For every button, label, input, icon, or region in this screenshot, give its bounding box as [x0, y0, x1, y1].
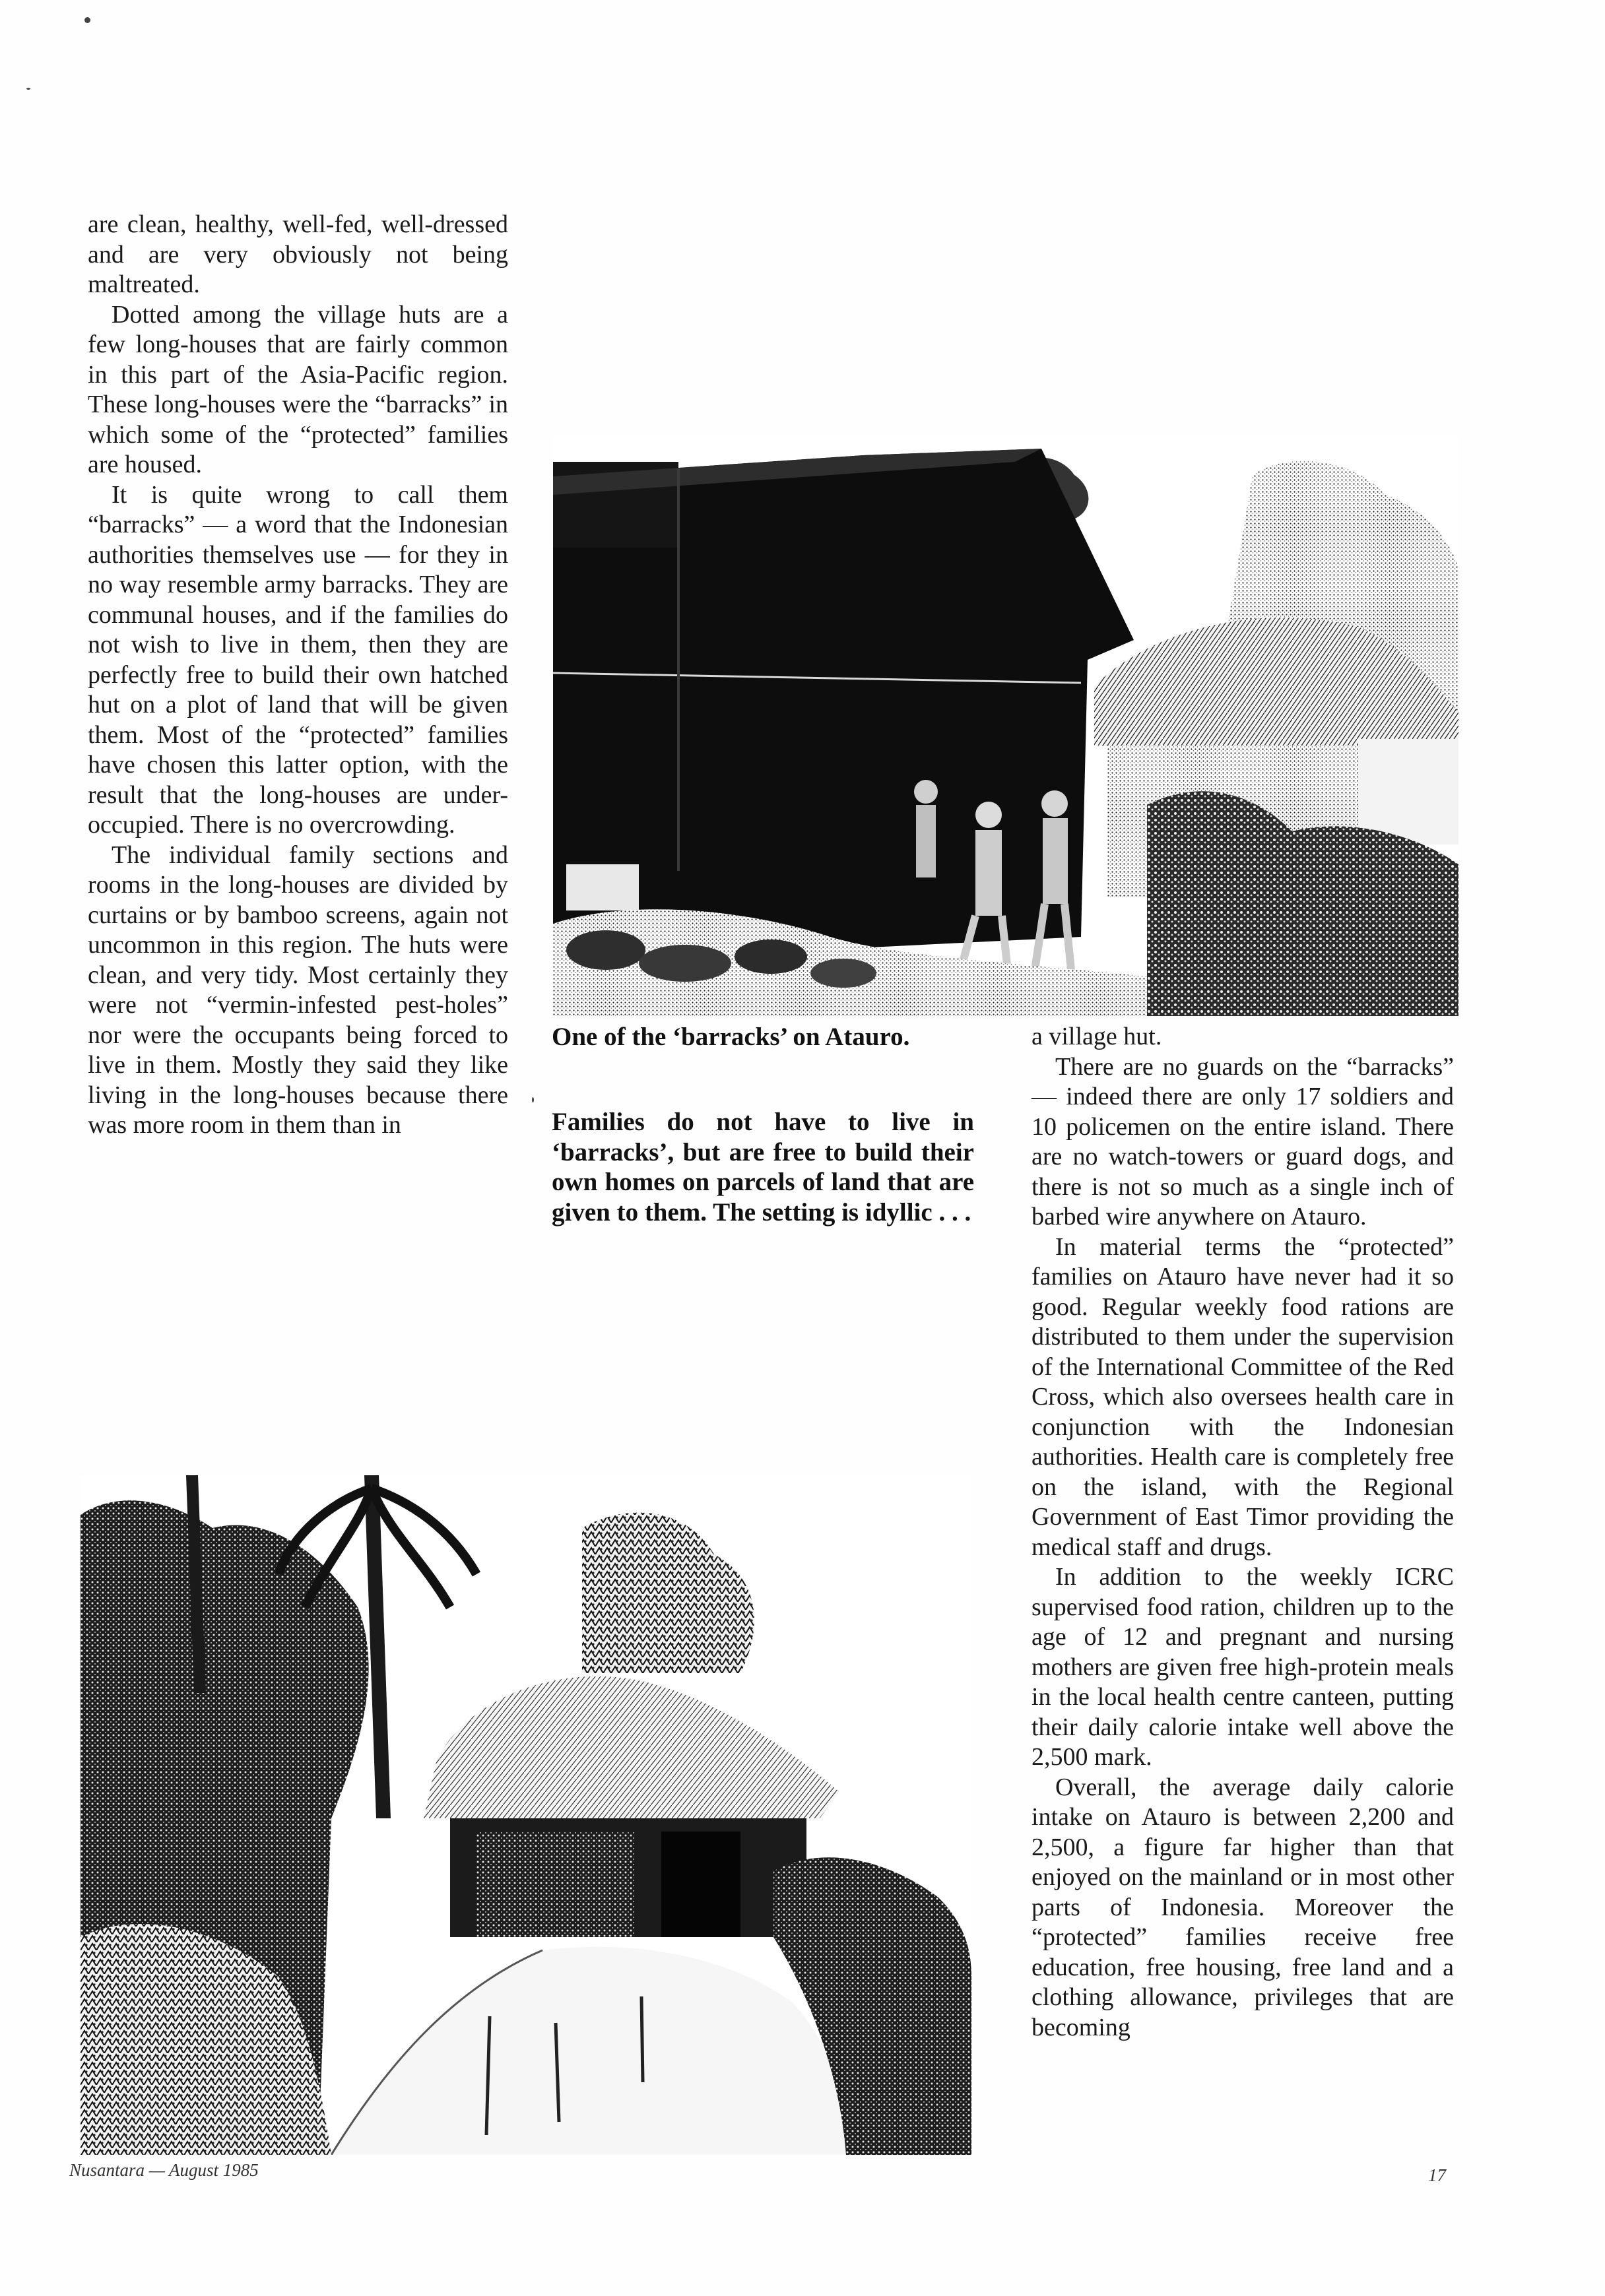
paragraph: a village hut.	[1032, 1023, 1162, 1050]
photo-caption: One of the ‘barracks’ on Atauro.	[552, 1023, 910, 1051]
paragraph: There are no guards on the “barracks” — indeed there are only 17 soldiers and 10 policemen on the entire island. There are no watch-towers or guard dogs, and there is not so much as a single inch of barbed wire anywhere on Atauro.	[1032, 1052, 1454, 1230]
village-hut-photo	[81, 1475, 971, 2155]
print-speck	[84, 17, 90, 23]
left-column	[88, 210, 508, 1141]
paragraph: are clean, healthy, well-fed, well-dressed and are very obviously not being maltreated.	[88, 210, 508, 298]
barracks-photo	[553, 435, 1458, 1016]
pull-quote: Families do not have to live in ‘barracks’, but are free to build their own homes on parcels of land that are given to them. The setting is idyllic . . .	[552, 1108, 974, 1227]
print-speck	[532, 1097, 534, 1102]
paragraph: Overall, the average daily calorie intake on Atauro is between 2,200 and 2,500, a figure far higher than that enjoyed on the mainland or in most other parts of Indonesia. Moreover the “protected” families receive free education, free housing, free land and a clothing allowance, privileges that are becoming	[1032, 1773, 1454, 2041]
paragraph: Dotted among the village huts are a few long-houses that are fairly common in this part of the Asia-Pacific region. These long-houses were the “barracks” in which some of the “protected” families are housed.	[88, 300, 508, 478]
paragraph: It is quite wrong to call them “barracks” — a word that the Indonesian authorities themselves use — for they in no way resemble army barracks. They are communal houses, and if the families do not wish to live in them, then they are perfectly free to build their own hatched hut on a plot of land that will be given them. Most of the “protected” families have chosen this latter option, with the result that the long-houses are under-occupied. There is no overcrowding.	[88, 480, 508, 839]
publication-footer: Nusantara — August 1985	[69, 2160, 259, 2180]
page-number: 17	[1428, 2165, 1446, 2185]
paragraph: In addition to the weekly ICRC supervised food ration, children up to the age of 12 and pregnant and nursing mothers are given free high-protein meals in the local health centre canteen, putting their daily calorie intake well above the 2,500 mark.	[1032, 1563, 1454, 1771]
print-speck	[26, 88, 30, 90]
paragraph: The individual family sections and rooms in the long-houses are divided by curtains or by bamboo screens, again not uncommon in this region. The huts were clean, and very tidy. Most certainly they were not “vermin-infested pest-holes” nor were the occupants being forced to live in them. Mostly they said they like living in the long-houses because there was more room in them than in	[88, 841, 508, 1139]
paragraph: In material terms the “protected” families on Atauro have never had it so good. Regular weekly food rations are distributed to them under the supervision of the International Committee of the Red Cross, which also oversees health care in conjunction with the Indonesian authorities. Health care is completely free on the island, with the Regional Government of East Timor providing the medical staff and drugs.	[1032, 1232, 1454, 1561]
right-column	[1032, 1022, 1454, 2043]
